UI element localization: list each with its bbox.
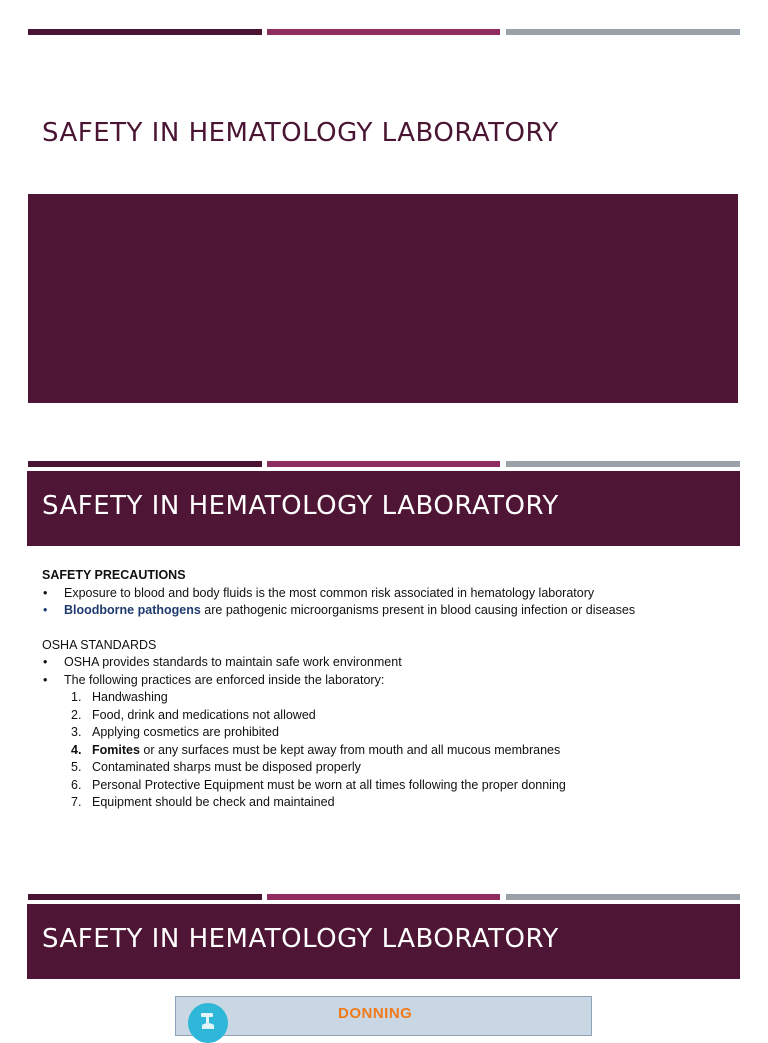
item-number: 3.: [71, 725, 82, 739]
list-item: [42, 672, 742, 690]
numbered-item: [42, 707, 742, 725]
numbered-item: [42, 742, 742, 760]
item-text: Equipment should be check and maintained: [92, 795, 335, 809]
numbered-item: [42, 724, 742, 742]
item-text: Contaminated sharps must be disposed properly: [92, 760, 361, 774]
list-item: [42, 654, 742, 672]
bloodborne-term: Bloodborne pathogens: [64, 603, 201, 617]
bullet-icon: •: [43, 672, 48, 687]
decor-stripes-3: [28, 894, 740, 900]
slide3-title: SAFETY IN HEMATOLOGY LABORATORY: [42, 924, 559, 954]
numbered-item: [42, 777, 742, 795]
stripe-gray: [506, 29, 740, 35]
item-text: Food, drink and medications not allowed: [92, 707, 316, 722]
osha-text-1: OSHA provides standards to maintain safe work environment: [64, 655, 402, 669]
stripe-gray: [506, 461, 740, 467]
slide2-title: SAFETY IN HEMATOLOGY LABORATORY: [42, 491, 559, 521]
item-number: 6.: [71, 777, 82, 792]
osha-heading: OSHA STANDARDS: [42, 637, 157, 652]
bullet-icon: •: [43, 585, 48, 600]
decor-stripes-1: [28, 29, 740, 35]
item-number: 4.: [71, 742, 82, 757]
item-text: Personal Protective Equipment must be worn at all times following the proper donning: [92, 777, 566, 792]
slide1-color-block: [28, 194, 738, 403]
fomites-term: Fomites: [92, 742, 140, 757]
stripe-plum: [267, 29, 500, 35]
item-text: Handwashing: [92, 690, 168, 704]
slide2-title-bar: [27, 471, 740, 546]
stripe-maroon: [28, 461, 262, 467]
item-text: Applying cosmetics are prohibited: [92, 725, 279, 739]
decor-stripes-2: [28, 461, 740, 467]
list-item: [42, 585, 742, 603]
bullet-icon: •: [43, 603, 48, 617]
osha-text-2: The following practices are enforced inside the laboratory:: [64, 672, 385, 687]
numbered-item: [42, 689, 742, 707]
donning-figure: [175, 996, 592, 1036]
item-text: or any surfaces must be kept away from mouth and all mucous membranes: [139, 742, 561, 757]
precaution-text-1: Exposure to blood and body fluids is the most common risk associated in hematology laboratory: [64, 585, 595, 600]
item-number: 2.: [71, 707, 82, 722]
handwash-icon: [188, 1003, 228, 1043]
stripe-maroon: [28, 29, 262, 35]
stripe-plum: [267, 894, 500, 900]
slide2-content: [42, 567, 742, 812]
numbered-item: [42, 794, 742, 812]
precautions-heading: SAFETY PRECAUTIONS: [42, 568, 186, 582]
item-number: 1.: [71, 690, 82, 704]
slide1-title: SAFETY IN HEMATOLOGY LABORATORY: [42, 118, 559, 148]
stripe-plum: [267, 461, 500, 467]
bullet-icon: •: [43, 655, 48, 669]
stripe-gray: [506, 894, 740, 900]
precaution-text-2: are pathogenic microorganisms present in blood causing infection or diseases: [200, 603, 636, 617]
numbered-item: [42, 759, 742, 777]
item-number: 7.: [71, 795, 82, 809]
list-item: [42, 602, 742, 620]
stripe-maroon: [28, 894, 262, 900]
slide3-title-bar: [27, 904, 740, 979]
item-number: 5.: [71, 760, 82, 774]
donning-label: DONNING: [338, 1005, 413, 1022]
